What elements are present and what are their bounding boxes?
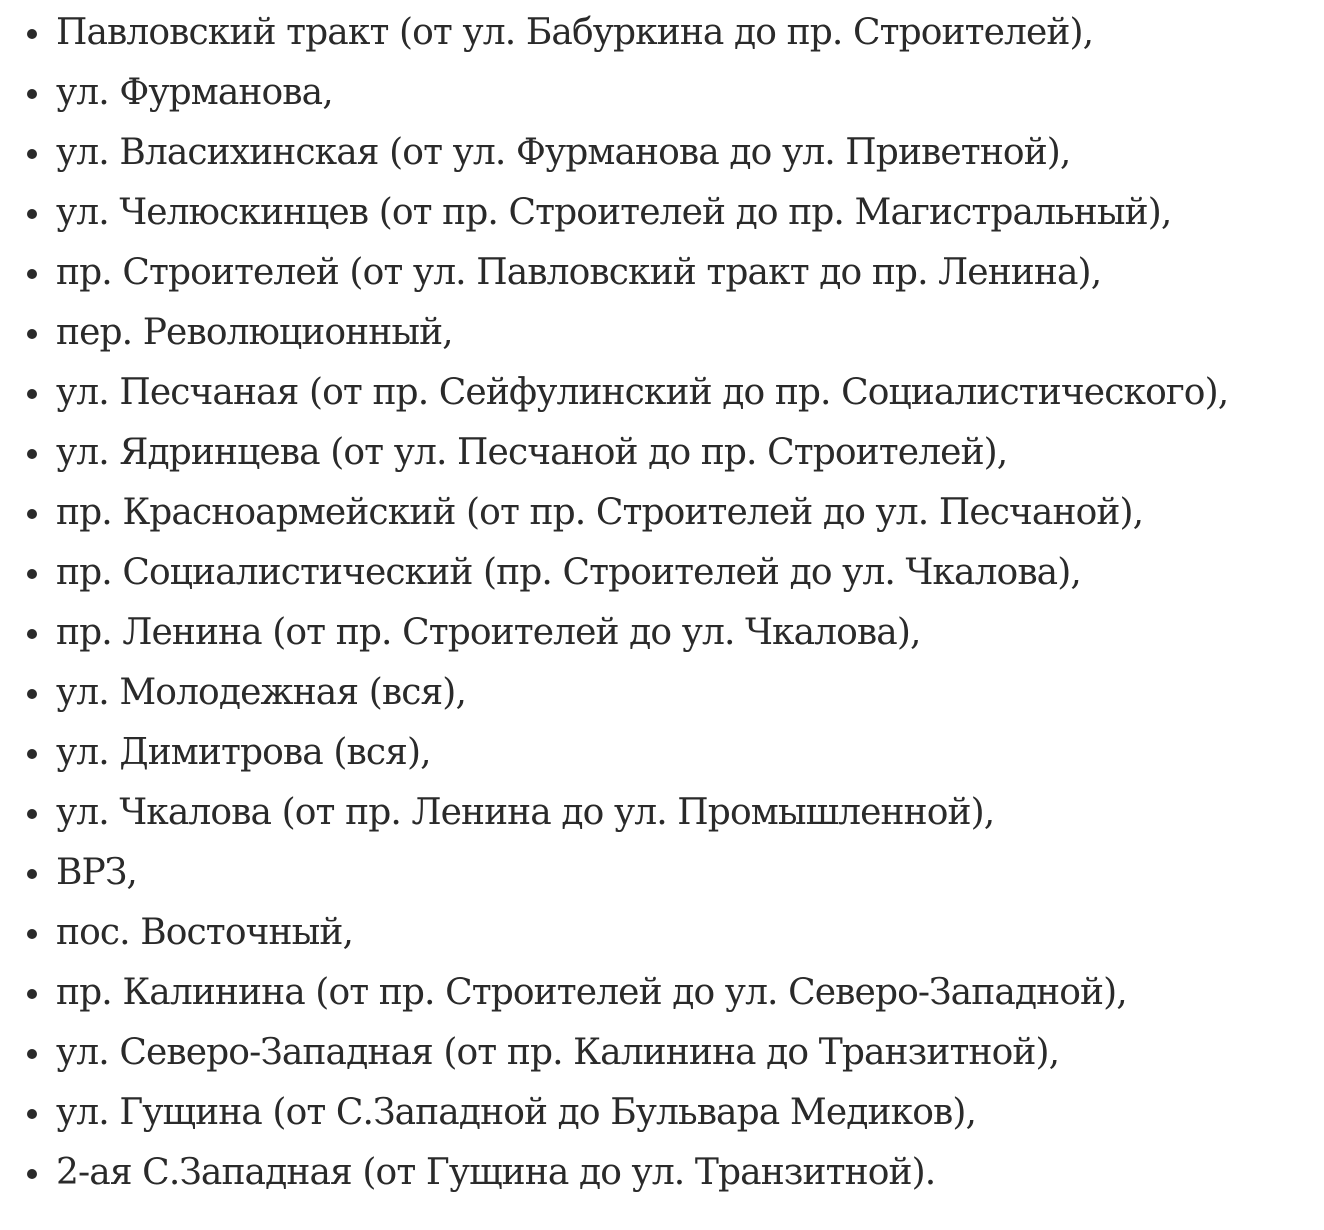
list-item	[0, 1023, 1324, 1083]
street-text: ул. Челюскинцев (от пр. Строителей до пр. Магистральный),	[56, 192, 1172, 233]
street-text: пр. Ленина (от пр. Строителей до ул. Чкалова),	[56, 612, 921, 653]
street-text: пос. Восточный,	[56, 912, 353, 953]
list-item	[0, 243, 1324, 303]
list-item	[0, 123, 1324, 183]
street-text: ул. Чкалова (от пр. Ленина до ул. Промышленной),	[56, 792, 995, 833]
bullet-icon	[27, 689, 37, 699]
list-item	[0, 63, 1324, 123]
list-item	[0, 603, 1324, 663]
bullet-icon	[27, 329, 37, 339]
bullet-icon	[27, 869, 37, 879]
street-text: пр. Строителей (от ул. Павловский тракт до пр. Ленина),	[56, 252, 1102, 293]
list-item	[0, 843, 1324, 903]
bullet-icon	[27, 89, 37, 99]
list-item	[0, 1083, 1324, 1143]
list-item	[0, 663, 1324, 723]
bullet-icon	[27, 629, 37, 639]
list-item	[0, 783, 1324, 843]
bullet-icon	[27, 1049, 37, 1059]
list-item	[0, 483, 1324, 543]
list-item	[0, 183, 1324, 243]
bullet-icon	[27, 209, 37, 219]
street-text: Павловский тракт (от ул. Бабуркина до пр. Строителей),	[56, 12, 1094, 53]
street-text: ул. Северо-Западная (от пр. Калинина до Транзитной),	[56, 1032, 1060, 1073]
street-text: ул. Власихинская (от ул. Фурманова до ул. Приветной),	[56, 132, 1071, 173]
bullet-icon	[27, 1169, 37, 1179]
street-text: ВРЗ,	[56, 852, 137, 893]
bullet-icon	[27, 29, 37, 39]
list-item	[0, 363, 1324, 423]
bullet-icon	[27, 749, 37, 759]
bullet-icon	[27, 449, 37, 459]
bullet-icon	[27, 1109, 37, 1119]
street-text: пер. Революционный,	[56, 312, 453, 353]
street-text: пр. Красноармейский (от пр. Строителей до ул. Песчаной),	[56, 492, 1144, 533]
street-text: ул. Димитрова (вся),	[56, 732, 431, 773]
list-item	[0, 543, 1324, 603]
street-text: пр. Калинина (от пр. Строителей до ул. Северо-Западной),	[56, 972, 1127, 1013]
list-item	[0, 423, 1324, 483]
list-item	[0, 903, 1324, 963]
list-item	[0, 303, 1324, 363]
bullet-icon	[27, 269, 37, 279]
bullet-icon	[27, 989, 37, 999]
list-item	[0, 963, 1324, 1023]
list-item	[0, 1143, 1324, 1203]
bullet-icon	[27, 809, 37, 819]
street-text: ул. Песчаная (от пр. Сейфулинский до пр. Социалистического),	[56, 372, 1229, 413]
bullet-icon	[27, 569, 37, 579]
bullet-icon	[27, 149, 37, 159]
street-text: ул. Гущина (от С.Западной до Бульвара Медиков),	[56, 1092, 977, 1133]
bullet-icon	[27, 389, 37, 399]
street-text: 2-ая С.Западная (от Гущина до ул. Транзитной).	[56, 1152, 936, 1193]
list-item	[0, 3, 1324, 63]
street-text: пр. Социалистический (пр. Строителей до ул. Чкалова),	[56, 552, 1081, 593]
bullet-icon	[27, 929, 37, 939]
street-text: ул. Ядринцева (от ул. Песчаной до пр. Строителей),	[56, 432, 1008, 473]
list-item	[0, 723, 1324, 783]
street-text: ул. Фурманова,	[56, 72, 333, 113]
bullet-icon	[27, 509, 37, 519]
street-text: ул. Молодежная (вся),	[56, 672, 466, 713]
